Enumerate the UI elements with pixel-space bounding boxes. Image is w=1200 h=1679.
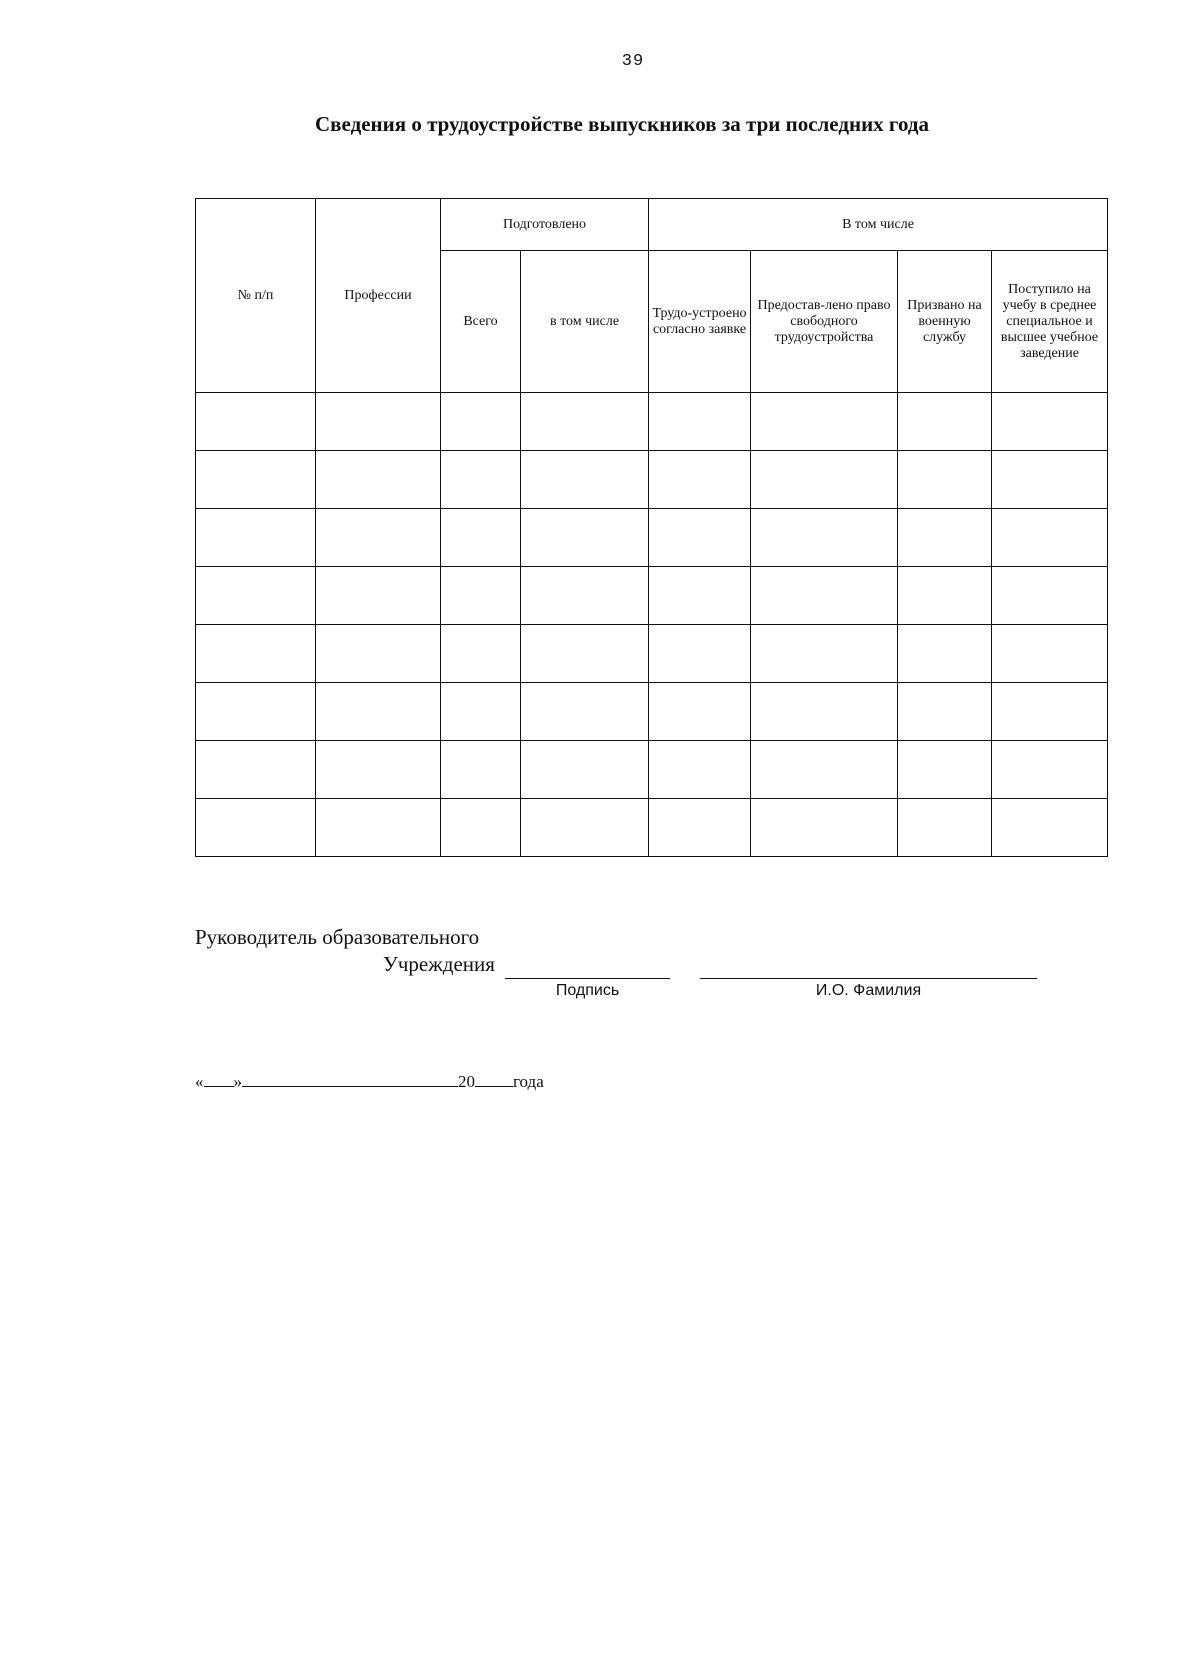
table-cell[interactable] bbox=[992, 451, 1108, 509]
header-employed: Трудо-устроено согласно заявке bbox=[649, 251, 751, 393]
table-row bbox=[196, 393, 1108, 451]
table-cell[interactable] bbox=[649, 799, 751, 857]
head-title-line1: Руководитель образовательного bbox=[195, 925, 480, 949]
table-cell[interactable] bbox=[196, 393, 316, 451]
table-cell[interactable] bbox=[649, 451, 751, 509]
header-number: № п/п bbox=[196, 199, 316, 393]
table-row bbox=[196, 683, 1108, 741]
table-cell[interactable] bbox=[441, 393, 521, 451]
table-cell[interactable] bbox=[521, 567, 649, 625]
table-row bbox=[196, 799, 1108, 857]
table-cell[interactable] bbox=[316, 683, 441, 741]
table-cell[interactable] bbox=[992, 393, 1108, 451]
header-prepared: Подготовлено bbox=[441, 199, 649, 251]
document-title: Сведения о трудоустройстве выпускников за три последних года bbox=[315, 112, 929, 136]
table-row bbox=[196, 509, 1108, 567]
date-suffix: года bbox=[513, 1072, 544, 1091]
header-of-which: в том числе bbox=[521, 251, 649, 393]
name-field[interactable] bbox=[700, 978, 1037, 979]
table-cell[interactable] bbox=[898, 509, 992, 567]
table-row bbox=[196, 741, 1108, 799]
table-cell[interactable] bbox=[316, 393, 441, 451]
employment-table bbox=[195, 198, 1108, 857]
date-day-field[interactable] bbox=[204, 1070, 234, 1087]
header-including: В том числе bbox=[649, 199, 1108, 251]
table-cell[interactable] bbox=[196, 625, 316, 683]
date-month-field[interactable] bbox=[242, 1070, 458, 1087]
table-cell[interactable] bbox=[521, 625, 649, 683]
table-cell[interactable] bbox=[992, 509, 1108, 567]
signature-label: Подпись bbox=[555, 982, 620, 999]
header-total: Всего bbox=[441, 251, 521, 393]
table-cell[interactable] bbox=[196, 741, 316, 799]
table-cell[interactable] bbox=[316, 799, 441, 857]
table-cell[interactable] bbox=[898, 393, 992, 451]
table-cell[interactable] bbox=[751, 799, 898, 857]
table-cell[interactable] bbox=[316, 451, 441, 509]
table-cell[interactable] bbox=[898, 451, 992, 509]
table-cell[interactable] bbox=[751, 741, 898, 799]
table-cell[interactable] bbox=[992, 567, 1108, 625]
table-cell[interactable] bbox=[898, 683, 992, 741]
table-cell[interactable] bbox=[898, 625, 992, 683]
table-cell[interactable] bbox=[441, 625, 521, 683]
table-cell[interactable] bbox=[441, 567, 521, 625]
date-year-field[interactable] bbox=[475, 1070, 513, 1087]
table-cell[interactable] bbox=[196, 799, 316, 857]
table-cell[interactable] bbox=[649, 625, 751, 683]
table-cell[interactable] bbox=[196, 567, 316, 625]
table-cell[interactable] bbox=[898, 799, 992, 857]
table-cell[interactable] bbox=[898, 567, 992, 625]
table-cell[interactable] bbox=[649, 509, 751, 567]
date-close-quote: » bbox=[233, 1072, 242, 1091]
table-cell[interactable] bbox=[196, 451, 316, 509]
table-cell[interactable] bbox=[316, 567, 441, 625]
table-cell[interactable] bbox=[441, 741, 521, 799]
table-cell[interactable] bbox=[751, 683, 898, 741]
table-cell[interactable] bbox=[521, 799, 649, 857]
table-cell[interactable] bbox=[649, 683, 751, 741]
table-cell[interactable] bbox=[898, 741, 992, 799]
signature-field[interactable] bbox=[505, 978, 670, 979]
header-profession: Профессии bbox=[316, 199, 441, 393]
table-cell[interactable] bbox=[649, 393, 751, 451]
table-cell[interactable] bbox=[441, 683, 521, 741]
table-cell[interactable] bbox=[751, 509, 898, 567]
table-cell[interactable] bbox=[992, 625, 1108, 683]
table-cell[interactable] bbox=[441, 451, 521, 509]
table-cell[interactable] bbox=[441, 799, 521, 857]
table-cell[interactable] bbox=[521, 393, 649, 451]
table-cell[interactable] bbox=[992, 741, 1108, 799]
table-cell[interactable] bbox=[751, 625, 898, 683]
table-cell[interactable] bbox=[316, 741, 441, 799]
table-cell[interactable] bbox=[521, 451, 649, 509]
table-cell[interactable] bbox=[751, 393, 898, 451]
date-century: 20 bbox=[458, 1072, 475, 1091]
table-row bbox=[196, 451, 1108, 509]
table-cell[interactable] bbox=[521, 741, 649, 799]
table-row bbox=[196, 567, 1108, 625]
table-cell[interactable] bbox=[521, 683, 649, 741]
date-open-quote: « bbox=[195, 1072, 204, 1091]
name-label: И.О. Фамилия bbox=[815, 982, 922, 999]
table-cell[interactable] bbox=[649, 741, 751, 799]
date-line bbox=[195, 1070, 544, 1092]
header-free-employment: Предостав-лено право свободного трудоустройства bbox=[751, 251, 898, 393]
header-military: Призвано на военную службу bbox=[898, 251, 992, 393]
table-row bbox=[196, 625, 1108, 683]
table-cell[interactable] bbox=[751, 567, 898, 625]
table-cell[interactable] bbox=[441, 509, 521, 567]
page-number: 39 bbox=[621, 52, 645, 71]
table-cell[interactable] bbox=[316, 625, 441, 683]
table-cell[interactable] bbox=[521, 509, 649, 567]
table-cell[interactable] bbox=[992, 683, 1108, 741]
table-cell[interactable] bbox=[649, 567, 751, 625]
table-cell[interactable] bbox=[316, 509, 441, 567]
table-cell[interactable] bbox=[751, 451, 898, 509]
table-cell[interactable] bbox=[196, 509, 316, 567]
head-title-line2: Учреждения bbox=[383, 952, 495, 976]
header-enrolled: Поступило на учебу в среднее специальное и высшее учебное заведение bbox=[992, 251, 1108, 393]
table-cell[interactable] bbox=[196, 683, 316, 741]
table-cell[interactable] bbox=[992, 799, 1108, 857]
